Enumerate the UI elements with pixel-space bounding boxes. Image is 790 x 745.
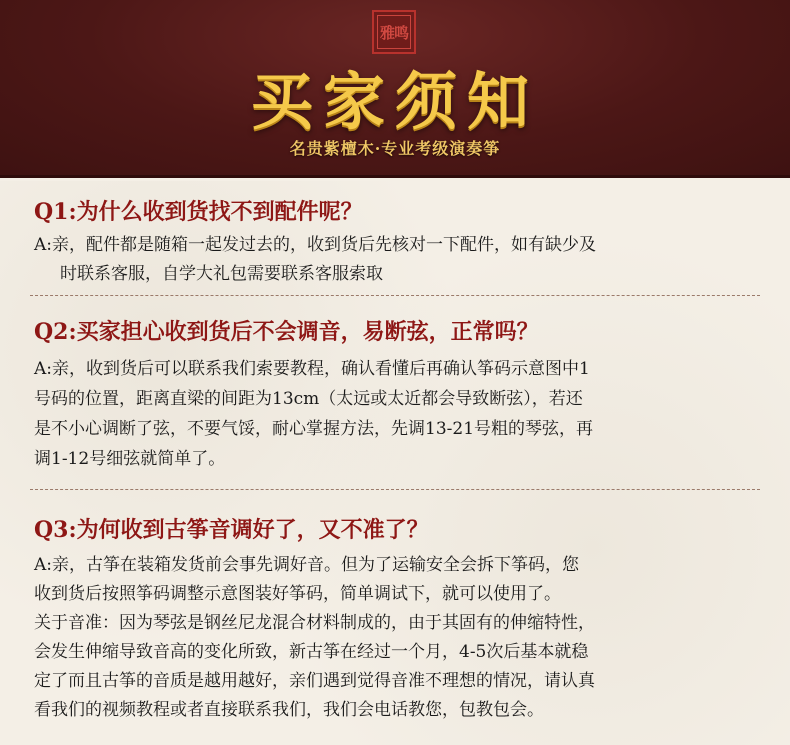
faq-content xyxy=(0,181,790,745)
answer-line: 是不小心调断了弦，不要气馁，耐心掌握方法，先调13-21号粗的琴弦，再 xyxy=(34,419,594,439)
header-banner xyxy=(0,0,790,178)
answer-line: 关于音准：因为琴弦是钢丝尼龙混合材料制成的，由于其固有的伸缩特性， xyxy=(34,613,595,633)
answer-line: 定了而且古筝的音质是越用越好，亲们遇到觉得音准不理想的情况，请认真 xyxy=(34,671,595,691)
answer-line: A:亲，古筝在装箱发货前会事先调好音。但为了运输安全会拆下筝码，您 xyxy=(34,555,580,575)
seal-text: 雅鸣 xyxy=(377,15,411,49)
page-title: 买家须知 xyxy=(250,65,539,138)
answer-line: A:亲，收到货后可以联系我们索要教程，确认看懂后再确认筝码示意图中1 xyxy=(34,359,590,379)
answer-line: A:亲，配件都是随箱一起发过去的，收到货后先核对一下配件，如有缺少及 xyxy=(34,235,597,255)
page-subtitle: 名贵紫檀木·专业考级演奏筝 xyxy=(289,139,501,158)
section-divider xyxy=(30,295,760,296)
faq-question-1: Q1:为什么收到货找不到配件呢？ xyxy=(34,199,363,225)
brand-seal-logo xyxy=(372,10,416,54)
faq-answer-1 xyxy=(34,231,769,289)
answer-line: 调1-12号细弦就简单了。 xyxy=(34,449,226,469)
faq-question-2: Q2:买家担心收到货后不会调音，易断弦，正常吗？ xyxy=(34,319,539,345)
answer-line: 号码的位置，距离直梁的间距为13cm（太远或太近都会导致断弦），若还 xyxy=(34,389,583,409)
answer-line: 收到货后按照筝码调整示意图装好筝码，简单调试下，就可以使用了。 xyxy=(34,584,561,604)
faq-answer-2 xyxy=(34,354,769,474)
faq-answer-3 xyxy=(34,551,769,725)
answer-line: 时联系客服，自学大礼包需要联系客服索取 xyxy=(60,264,383,284)
faq-question-3: Q3:为何收到古筝音调好了，又不准了？ xyxy=(34,517,429,543)
answer-line: 看我们的视频教程或者直接联系我们，我们会电话教您，包教包会。 xyxy=(34,700,544,720)
answer-line: 会发生伸缩导致音高的变化所致，新古筝在经过一个月，4-5次后基本就稳 xyxy=(34,642,589,662)
section-divider xyxy=(30,489,760,490)
